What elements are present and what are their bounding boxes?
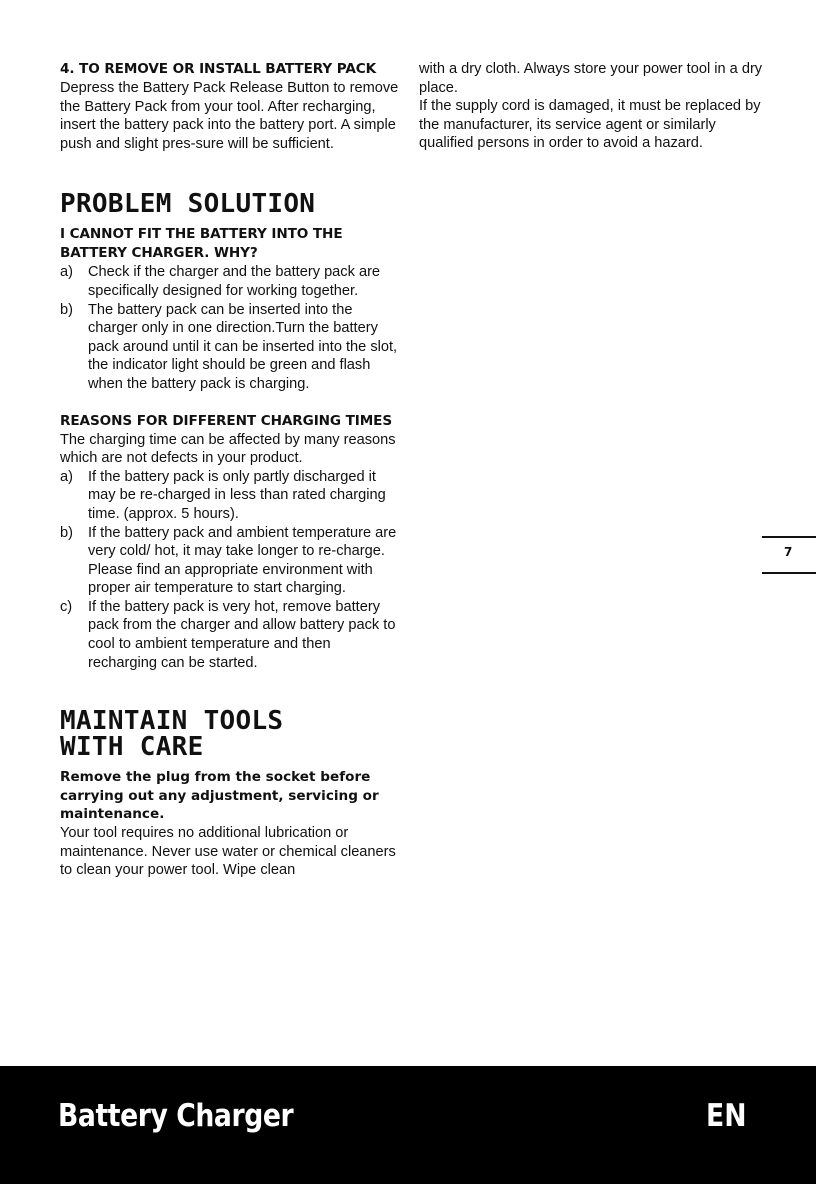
list-item-text: The battery pack can be inserted into the charger only in one direction.Turn the battery pack around until it can be inserted into the slot, the indicator light should be green and flash when the battery pack is charging.	[88, 301, 398, 392]
list-item-text: If the battery pack is only partly discharged it may be re-charged in less than rated charging time. (approx. 5 hours).	[88, 468, 386, 522]
list-marker: b)	[60, 301, 73, 318]
charging-times-heading: REASONS FOR DIFFERENT CHARGING TIMES	[60, 412, 393, 429]
list-item-text: If the battery pack and ambient temperature are very cold/ hot, it may take longer to re-charge. Please find an appropriate environment with proper air temperature to start charging.	[88, 524, 397, 597]
remove-battery-text: Depress the Battery Pack Release Button to remove the Battery Pack from your tool. After recharging, insert the battery pack into the battery port. A simple push and slight pres-sure will be sufficient.	[60, 80, 399, 152]
supply-cord-text: If the supply cord is damaged, it must be replaced by the manufacturer, its service agent or similarly qualified persons in order to avoid a hazard.	[419, 98, 761, 152]
maintenance-warning: Remove the plug from the socket before carrying out any adjustment, servicing or maintenance.	[60, 769, 379, 823]
list-item	[60, 524, 400, 598]
list-item	[60, 263, 400, 300]
list-item-text: If the battery pack is very hot, remove battery pack from the charger and allow battery pack to cool to ambient temperature and then recharging can be started.	[88, 598, 396, 671]
charging-times-intro: The charging time can be affected by many reasons which are not defects in your product.	[60, 431, 396, 467]
footer-title: Battery Charger	[58, 1098, 294, 1134]
language-code: EN	[706, 1098, 747, 1134]
right-column	[419, 60, 764, 153]
list-marker: c)	[60, 598, 73, 615]
list-marker: b)	[60, 524, 73, 541]
storage-text: with a dry cloth. Always store your power tool in a dry place.	[419, 61, 763, 96]
problem-solution-title: PROBLEM SOLUTION	[60, 189, 316, 220]
page-number: 7	[784, 545, 793, 559]
list-item	[60, 301, 400, 394]
list-item	[60, 598, 400, 672]
battery-fit-heading: I CANNOT FIT THE BATTERY INTO THE BATTERY CHARGER. WHY?	[60, 226, 343, 262]
list-item	[60, 468, 400, 524]
left-column	[60, 60, 400, 880]
battery-fit-list	[60, 263, 400, 393]
remove-battery-heading: 4. TO REMOVE OR INSTALL BATTERY PACK	[60, 61, 377, 77]
maintain-tools-title: MAINTAIN TOOLS WITH CARE	[60, 706, 284, 763]
charging-times-list	[60, 468, 400, 673]
page-number-tab	[762, 536, 816, 574]
list-marker: a)	[60, 264, 73, 281]
maintenance-text: Your tool requires no additional lubrication or maintenance. Never use water or chemical cleaners to clean your power tool. Wipe clean	[60, 825, 396, 879]
footer-bar	[0, 1066, 816, 1184]
list-marker: a)	[60, 468, 73, 485]
list-item-text: Check if the charger and the battery pack are specifically designed for working together.	[88, 264, 381, 299]
